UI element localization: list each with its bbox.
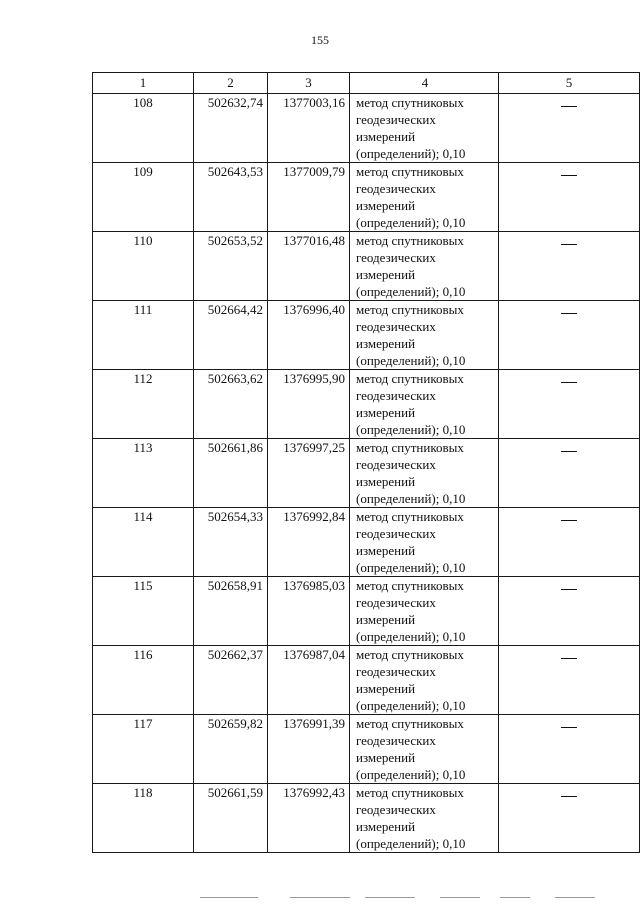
y-coordinate-cell: 1376992,84 xyxy=(268,508,350,577)
x-coordinate-cell: 502658,91 xyxy=(194,577,268,646)
note-cell xyxy=(499,646,640,715)
point-number-cell: 117 xyxy=(93,715,194,784)
coordinates-table xyxy=(92,72,640,853)
column-header-4: 4 xyxy=(350,73,499,94)
note-cell xyxy=(499,577,640,646)
method-cell: метод спутниковых геодезических измерений (определений); 0,10 xyxy=(350,508,499,577)
method-cell: метод спутниковых геодезических измерений (определений); 0,10 xyxy=(350,301,499,370)
point-number-cell: 118 xyxy=(93,784,194,853)
point-number-cell: 111 xyxy=(93,301,194,370)
table-row xyxy=(93,784,640,853)
table-row xyxy=(93,163,640,232)
note-cell xyxy=(499,301,640,370)
x-coordinate-cell: 502654,33 xyxy=(194,508,268,577)
point-number-cell: 110 xyxy=(93,232,194,301)
y-coordinate-cell: 1376991,39 xyxy=(268,715,350,784)
point-number-cell: 108 xyxy=(93,94,194,163)
method-cell: метод спутниковых геодезических измерений (определений); 0,10 xyxy=(350,232,499,301)
table-row xyxy=(93,301,640,370)
method-cell: метод спутниковых геодезических измерений (определений); 0,10 xyxy=(350,163,499,232)
x-coordinate-cell: 502643,53 xyxy=(194,163,268,232)
method-cell: метод спутниковых геодезических измерений (определений); 0,10 xyxy=(350,370,499,439)
method-cell: метод спутниковых геодезических измерений (определений); 0,10 xyxy=(350,94,499,163)
table-row xyxy=(93,439,640,508)
note-cell xyxy=(499,439,640,508)
y-coordinate-cell: 1376987,04 xyxy=(268,646,350,715)
dash-mark xyxy=(561,313,577,314)
dash-mark xyxy=(561,589,577,590)
dash-mark xyxy=(561,727,577,728)
note-cell xyxy=(499,163,640,232)
table-body xyxy=(93,94,640,853)
note-cell xyxy=(499,715,640,784)
dash-mark xyxy=(561,451,577,452)
x-coordinate-cell: 502663,62 xyxy=(194,370,268,439)
x-coordinate-cell: 502661,86 xyxy=(194,439,268,508)
table-row xyxy=(93,646,640,715)
x-coordinate-cell: 502632,74 xyxy=(194,94,268,163)
x-coordinate-cell: 502653,52 xyxy=(194,232,268,301)
method-cell: метод спутниковых геодезических измерений (определений); 0,10 xyxy=(350,784,499,853)
x-coordinate-cell: 502661,59 xyxy=(194,784,268,853)
method-cell: метод спутниковых геодезических измерений (определений); 0,10 xyxy=(350,577,499,646)
dash-mark xyxy=(561,175,577,176)
note-cell xyxy=(499,784,640,853)
dash-mark xyxy=(561,520,577,521)
dash-mark xyxy=(561,658,577,659)
y-coordinate-cell: 1377009,79 xyxy=(268,163,350,232)
table-row xyxy=(93,508,640,577)
y-coordinate-cell: 1376997,25 xyxy=(268,439,350,508)
x-coordinate-cell: 502664,42 xyxy=(194,301,268,370)
point-number-cell: 113 xyxy=(93,439,194,508)
method-cell: метод спутниковых геодезических измерений (определений); 0,10 xyxy=(350,646,499,715)
dash-mark xyxy=(561,382,577,383)
dash-mark xyxy=(561,796,577,797)
table-row xyxy=(93,715,640,784)
point-number-cell: 115 xyxy=(93,577,194,646)
note-cell xyxy=(499,94,640,163)
method-cell: метод спутниковых геодезических измерений (определений); 0,10 xyxy=(350,715,499,784)
point-number-cell: 114 xyxy=(93,508,194,577)
y-coordinate-cell: 1377016,48 xyxy=(268,232,350,301)
table-row xyxy=(93,232,640,301)
y-coordinate-cell: 1377003,16 xyxy=(268,94,350,163)
page-number: 155 xyxy=(311,33,329,47)
y-coordinate-cell: 1376985,03 xyxy=(268,577,350,646)
table-row xyxy=(93,94,640,163)
note-cell xyxy=(499,370,640,439)
table-row xyxy=(93,577,640,646)
y-coordinate-cell: 1376992,43 xyxy=(268,784,350,853)
x-coordinate-cell: 502659,82 xyxy=(194,715,268,784)
note-cell xyxy=(499,508,640,577)
column-header-2: 2 xyxy=(194,73,268,94)
note-cell xyxy=(499,232,640,301)
column-header-3: 3 xyxy=(268,73,350,94)
method-cell: метод спутниковых геодезических измерений (определений); 0,10 xyxy=(350,439,499,508)
dash-mark xyxy=(561,106,577,107)
table-header-row xyxy=(93,73,640,94)
column-header-5: 5 xyxy=(499,73,640,94)
y-coordinate-cell: 1376996,40 xyxy=(268,301,350,370)
y-coordinate-cell: 1376995,90 xyxy=(268,370,350,439)
column-header-1: 1 xyxy=(93,73,194,94)
table-row xyxy=(93,370,640,439)
point-number-cell: 109 xyxy=(93,163,194,232)
point-number-cell: 112 xyxy=(93,370,194,439)
dash-mark xyxy=(561,244,577,245)
scan-artifact-marks xyxy=(200,897,600,900)
point-number-cell: 116 xyxy=(93,646,194,715)
x-coordinate-cell: 502662,37 xyxy=(194,646,268,715)
